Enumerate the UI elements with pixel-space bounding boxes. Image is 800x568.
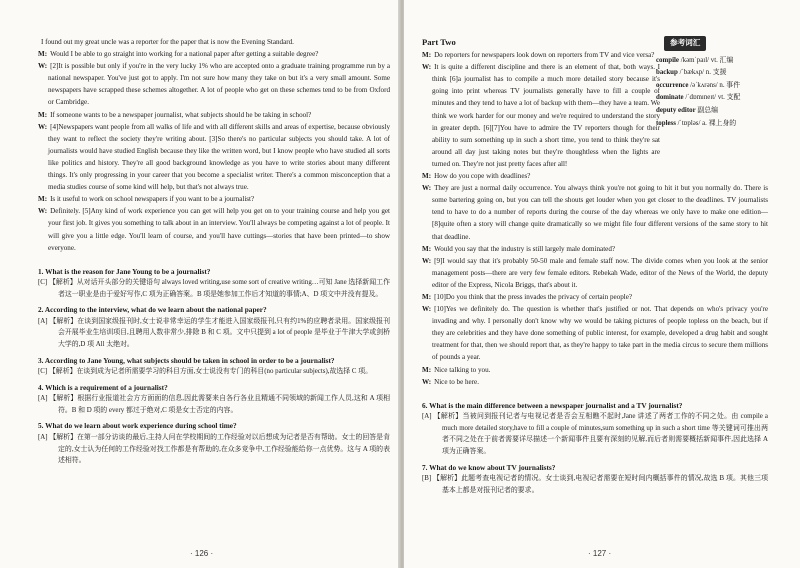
transcript-text: [2]It is possible but only if you're in the very lucky 1% who are accepted onto a graduate training programme run by a national newspaper. You've just got to apply. I'm not sure how many they take on but it's a very small amount. Some newspapers have scrapped these schemes altogether. A lot of people who get on these schemes tend to be from Oxford or Cambridge. [48,62,390,107]
vocab-entry: topless /ˈtɒpləs/ a. 裸上身的 [656,119,737,127]
vocabulary-box [656,36,796,130]
question: 6. What is the main difference between a newspaper journalist and a TV journalist? [422,400,683,410]
transcript-text: I found out my great uncle was a reporter for the paper that is now the Evening Standard. [41,38,294,46]
transcript-text: If someone wants to be a newspaper journalist, what subjects should he be taking in school? [50,110,312,119]
question: 2. According to the interview, what do we learn about the national paper? [38,305,267,315]
transcript-line: W: [4]Newspapers want people from all walks of life and with all different skills and areas of expertise, because obviously they want to reflect the society they're writing about. [3]So there's no particular subjects you should take. A lot of journalists would have studied English because they like the written word, but I know people who have studied all sorts like politics and history. They're all good background knowledge as you have to write stories about many different things. It's only progressing in your career that you become a specialist writer. There's a common misconception that a media studies course of some kind will help, but that's not always true. [38,122,390,192]
transcript-line: M: Is it useful to work on school newspapers if you want to be a journalist? [38,195,255,204]
transcript-line: W: Definitely. [5]Any kind of work experience you can get will help you get on to your training course and help you get your first job. It gives you something to talk about in an interview. You'll always be competing against a lot of people. It will give you a little edge. You'll learn of course, and you'll have cuttings—stories that have been printed—to show everyone. [38,207,390,252]
part-title: Part Two [422,37,456,47]
vocab-entry: compile /kəmˈpaɪl/ vt. 汇编 [656,56,734,64]
transcript-line: M: Would I be able to go straight into working for a national paper after getting a suitable degree? [38,50,319,59]
transcript-line: M: [10]Do you think that the press invades the privacy of certain people? [422,292,633,301]
transcript-text: Nice to be here. [434,377,479,386]
transcript-text: It is quite a different discipline and there is an element of that, both ways. I think [6]a journalist has to compile a much more detailed story because it's going into print whereas TV journalists generally have to fill a couple of minutes and they tend to have a lot of backup with them—they have a team. We think we work harder for our money and we're required to understand the story in greater depth. [6][7]You have to admire the TV reporters though for their ability to sum something up in such a short time, you tend to think they're sat around all day just taking notes but they're thoughtless when the lights are turned on. They're not just pretty faces after all! [432,63,660,168]
transcript-text: Do reporters for newspapers look down on reporters from TV and vice versa? [434,51,655,60]
page-number: · 127 · [588,549,612,558]
question: 4. Which is a requirement of a journalist? [38,382,168,392]
vocab-entry: deputy editor 副总编 [656,106,719,114]
transcript-text: How do you cope with deadlines? [434,172,531,181]
question: 7. What do we know about TV journalists? [422,462,556,472]
transcript-text: Nice talking to you. [434,365,491,374]
vocab-entry: dominate /ˈdɒmɪneɪt/ vt. 支配 [656,94,741,102]
transcript-line: W: [9]I would say that it's probably 50-50 male and female staff now. The divide comes when you look at the senior management posts—there are very few female editors. Rebekah Wade, editor of the News of the World, the deputy editor of the Express, Nicola Briggs, that's about it. [422,256,768,289]
transcript-text: Is it useful to work on school newspapers if you want to be a journalist? [50,195,255,204]
right-page [404,0,800,568]
transcript-text: Would I be able to go straight into working for a national paper after getting a suitable degree? [50,50,319,59]
question: 5. What do we learn about work experience during school time? [38,421,237,431]
vocabulary-title: 参考词汇 [664,36,706,51]
transcript-line: M: Would you say that the industry is still largely male dominated? [422,244,616,253]
transcript-text: Would you say that the industry is still largely male dominated? [434,244,616,253]
transcript-text: [10]Yes we definitely do. The question is whether that's justified or not. That depends on who's privacy you're invading and why. I personally don't know why we would be taking pictures of people topless on the beach, but if they are celebrities and they have done something of public interest, for example, developed a drug habit and sought treatment for that, then we should report that, as they're happy to take part in the media circus to secure them millions of pounds a year. [432,305,768,362]
transcript-line: M: How do you cope with deadlines? [422,172,531,181]
transcript-line: W: [10]Yes we definitely do. The question is whether that's justified or not. That depends on who's privacy you're invading and why. I personally don't know why we would be taking pictures of people topless on the beach, but if they are celebrities and they have done something of public interest, for example, developed a drug habit and sought treatment for that, then we should report that, as they're happy to take part in the media circus to secure them millions of pounds a year. [422,305,768,362]
answer-explanation: [A] 【解析】根据行业报道社会方方面面的信息,因此需要来自各行各业且精通不同领域的新闻工作人员,这和 A 项相符。B 和 D 项的 every 都过于绝对,C 项是女士否定的内容。 [38,395,390,414]
transcript-line: W: They are just a normal daily occurrence. You always think you're not going to hit it but you normally do. There is some bartering going on, but you can tell the shouts get louder when you get closer to the deadlines. TV journalists tend to have to do a number of reports during the course of the day whereas we only have to make one edition—[8]quite often a story will change quite dramatically so we might file four different versions of the same story to hit that deadline. [422,184,768,241]
transcript-line: W: [2]It is possible but only if you're in the very lucky 1% who are accepted onto a graduate training programme run by a national newspaper. You've just got to apply. I'm not sure how many they take on but it's a very small amount. Some newspapers have scrapped these schemes altogether. A lot of people who get on these schemes tend to be from Oxford or Cambridge. [38,62,390,107]
question: 1. What is the reason for Jane Young to be a journalist? [38,266,211,276]
left-page-column [38,36,390,467]
question: 3. According to Jane Young, what subjects should be taken in school in order to be a journalist? [38,355,335,365]
transcript-line: W: It is quite a different discipline and there is an element of that, both ways. I think [6]a journalist has to compile a much more detailed story because it's going into print whereas TV journalists generally have to fill a couple of minutes and they tend to have a lot of backup with them—they have a team. We think we work harder for our money and we're required to understand the story in greater depth. [6][7]You have to admire the TV reporters though for their ability to sum something up in such a short time, you tend to think they're sat around all day just taking notes but they're thoughtless when the lights are turned on. They're not just pretty faces after all! [422,63,660,168]
answer-explanation: [C] 【解析】从对话开头部分的关键语句 always loved writing,use some sort of creative writing…可知 Jane 选择新闻工作者这一职业是由于爱好写作,C 项为正确答案。B 项是她参加工作后才知道的事情;A、D 项文中并没有提及。 [38,279,390,298]
vocab-entry: occurrence /əˈkʌrəns/ n. 事件 [656,81,741,89]
page-number: · 126 · [190,549,214,558]
transcript-line: M: If someone wants to be a newspaper journalist, what subjects should he be taking in school? [38,110,312,119]
transcript-line: M: Nice talking to you. [422,365,491,374]
transcript-line: W: Nice to be here. [422,377,479,386]
transcript-text: [10]Do you think that the press invades the privacy of certain people? [434,292,633,301]
answer-explanation: [B] 【解析】此题考查电视记者的情况。女士谈到,电视记者需要在短时间内概括事件的情况,故选 B 项。其他三项基本上都是对报刊记者的要求。 [422,475,768,494]
answer-explanation: [A] 【解析】当被问到报刊记者与电视记者是否会互相瞧不起时,Jane 讲述了两者工作的不同之处。由 compile a much more detailed story,have to fill a couple of minutes,sum something up in such a short time 等关键词可推出两者不同之处在于前者需要详尽描述一个新闻事件且要有深刻的见解,而后者则需要概括新闻事件,因此选择 A 项为正确答案。 [422,413,768,455]
vocab-entry: backup /ˈbækʌp/ n. 支援 [656,69,727,77]
transcript-line: M: Do reporters for newspapers look down on reporters from TV and vice versa? [422,51,655,60]
answer-explanation: [A] 【解析】在第一部分访谈的最后,主持人问在学校期间的工作经验对以后想成为记者是否有帮助。女士的回答是肯定的,女士认为任何的工作经验对找工作都是有帮助的,在众多竞争中,工作经验能给你一点优势。这与 A 项的表述相符。 [38,433,390,465]
transcript-line [38,36,390,48]
transcript-text: [4]Newspapers want people from all walks of life and with all different skills and areas of expertise, because obviously they want to reflect the society they're writing about. [3]So there's no particular subjects you should take. A lot of journalists would have studied English because they like the written word, but I know people who have studied all sorts like politics and history. They're all good background knowledge as you have to write stories about many different things. It's only progressing in your career that you become a specialist writer. There's a common misconception that a media studies course of some kind will help, but that's not always true. [48,122,390,192]
transcript-text: They are just a normal daily occurrence. You always think you're not going to hit it but you normally do. There is some bartering going on, but you can tell the shouts get louder when you get closer to the deadlines. TV journalists tend to have to do a number of reports during the course of the day whereas we only have to make one edition—[8]quite often a story will change quite dramatically so we might file four different versions of the same story to hit that deadline. [432,184,768,241]
answer-explanation: [A] 【解析】在谈到国家级报刊时,女士说非常幸运的学生才能进入国家级报刊,只有约1%的应聘者录用。国家级报刊会开展毕业生培训项目,且聘用人数非常少,排除 B 和 C 项。文中只提到 a lot of people 是毕业于牛津大学或剑桥大学的,D 项 All 太绝对。 [38,317,390,349]
transcript-text: [9]I would say that it's probably 50-50 male and female staff now. The divide comes when you look at the senior management posts—there are very few female editors. Rebekah Wade, editor of the News of the World, the deputy editor of the Express, Nicola Briggs, that's about it. [432,256,768,289]
transcript-text: Definitely. [5]Any kind of work experience you can get will help you get on to your training course and help you get your first job. It gives you something to talk about in an interview. You'll always be competing against a lot of people. It will give you a little edge. You'll learn of course, and you'll have cuttings—stories that have been printed—to show everyone. [48,207,390,252]
answer-explanation: [C] 【解析】在谈到成为记者所需要学习的科目方面,女士说没有专门的科目(no particular subjects),故选择 C 项。 [38,368,372,376]
